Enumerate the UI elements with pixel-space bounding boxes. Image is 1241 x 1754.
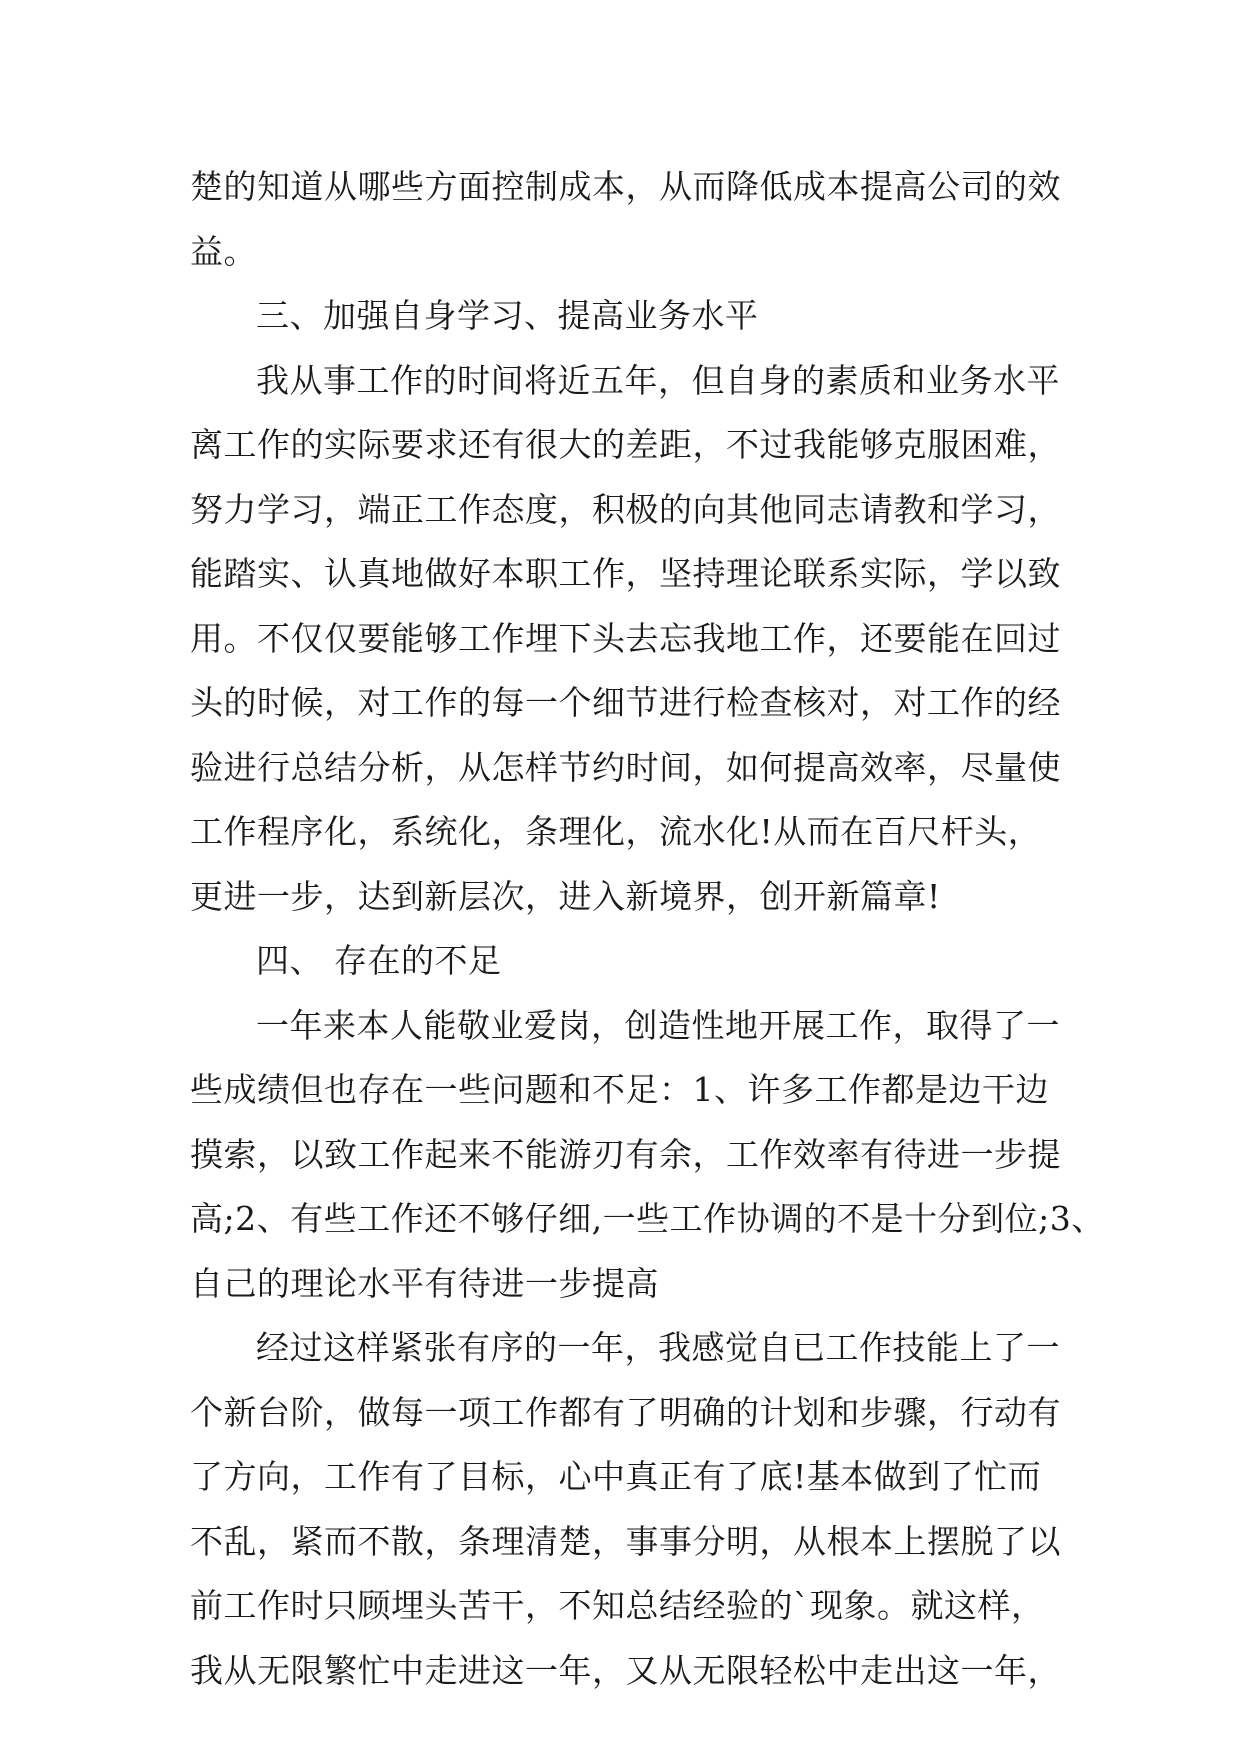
section-heading: 三、加强自身学习、提高业务水平 <box>256 296 759 335</box>
text-line: 摸索，以致工作起来不能游刃有余，工作效率有待进一步提 <box>190 1134 1061 1174</box>
text-line: 能踏实、认真地做好本职工作，坚持理论联系实际，学以致 <box>190 554 1061 593</box>
text-line: 个新台阶，做每一项工作都有了明确的计划和步骤，行动有 <box>190 1392 1061 1432</box>
text-line: 验进行总结分析，从怎样节约时间，如何提高效率，尽量使 <box>190 747 1061 787</box>
text-line: 楚的知道从哪些方面控制成本，从而降低成本提高公司的效 <box>190 167 1061 206</box>
text-line: 我从无限繁忙中走进这一年，又从无限轻松中走出这一年， <box>190 1650 1061 1690</box>
text-line: 不乱，紧而不散，条理清楚，事事分明，从根本上摆脱了以 <box>190 1521 1061 1561</box>
text-line: 头的时候，对工作的每一个细节进行检查核对，对工作的经 <box>190 683 1061 722</box>
text-line: 更进一步，达到新层次，进入新境界，创开新篇章! <box>190 876 941 916</box>
text-line: 用。不仅仅要能够工作埋下头去忘我地工作，还要能在回过 <box>190 618 1061 658</box>
text-line: 工作程序化，系统化，条理化，流水化!从而在百尺杆头， <box>190 812 1042 851</box>
text-line: 益。 <box>190 231 257 271</box>
text-line: 经过这样紧张有序的一年，我感觉自已工作技能上了一 <box>256 1328 1060 1367</box>
text-line: 高;2、有些工作还不够仔细,一些工作协调的不是十分到位;3、 <box>190 1199 1105 1238</box>
text-line: 离工作的实际要求还有很大的差距，不过我能够克服困难， <box>190 425 1061 464</box>
text-line: 努力学习，端正工作态度，积极的向其他同志请教和学习， <box>190 489 1061 529</box>
section-heading: 四、 存在的不足 <box>256 941 502 980</box>
text-line: 前工作时只顾埋头苦干，不知总结经验的`现象。就这样， <box>190 1586 1045 1625</box>
text-line: 一年来本人能敬业爱岗，创造性地开展工作，取得了一 <box>256 1005 1060 1045</box>
text-line: 了方向，工作有了目标，心中真正有了底!基本做到了忙而 <box>190 1457 1042 1496</box>
document-body <box>190 155 1105 1703</box>
text-line: 我从事工作的时间将近五年，但自身的素质和业务水平 <box>256 360 1060 400</box>
text-line: 些成绩但也存在一些问题和不足：1、许多工作都是边干边 <box>190 1070 1049 1109</box>
text-line: 自己的理论水平有待进一步提高 <box>190 1263 659 1303</box>
